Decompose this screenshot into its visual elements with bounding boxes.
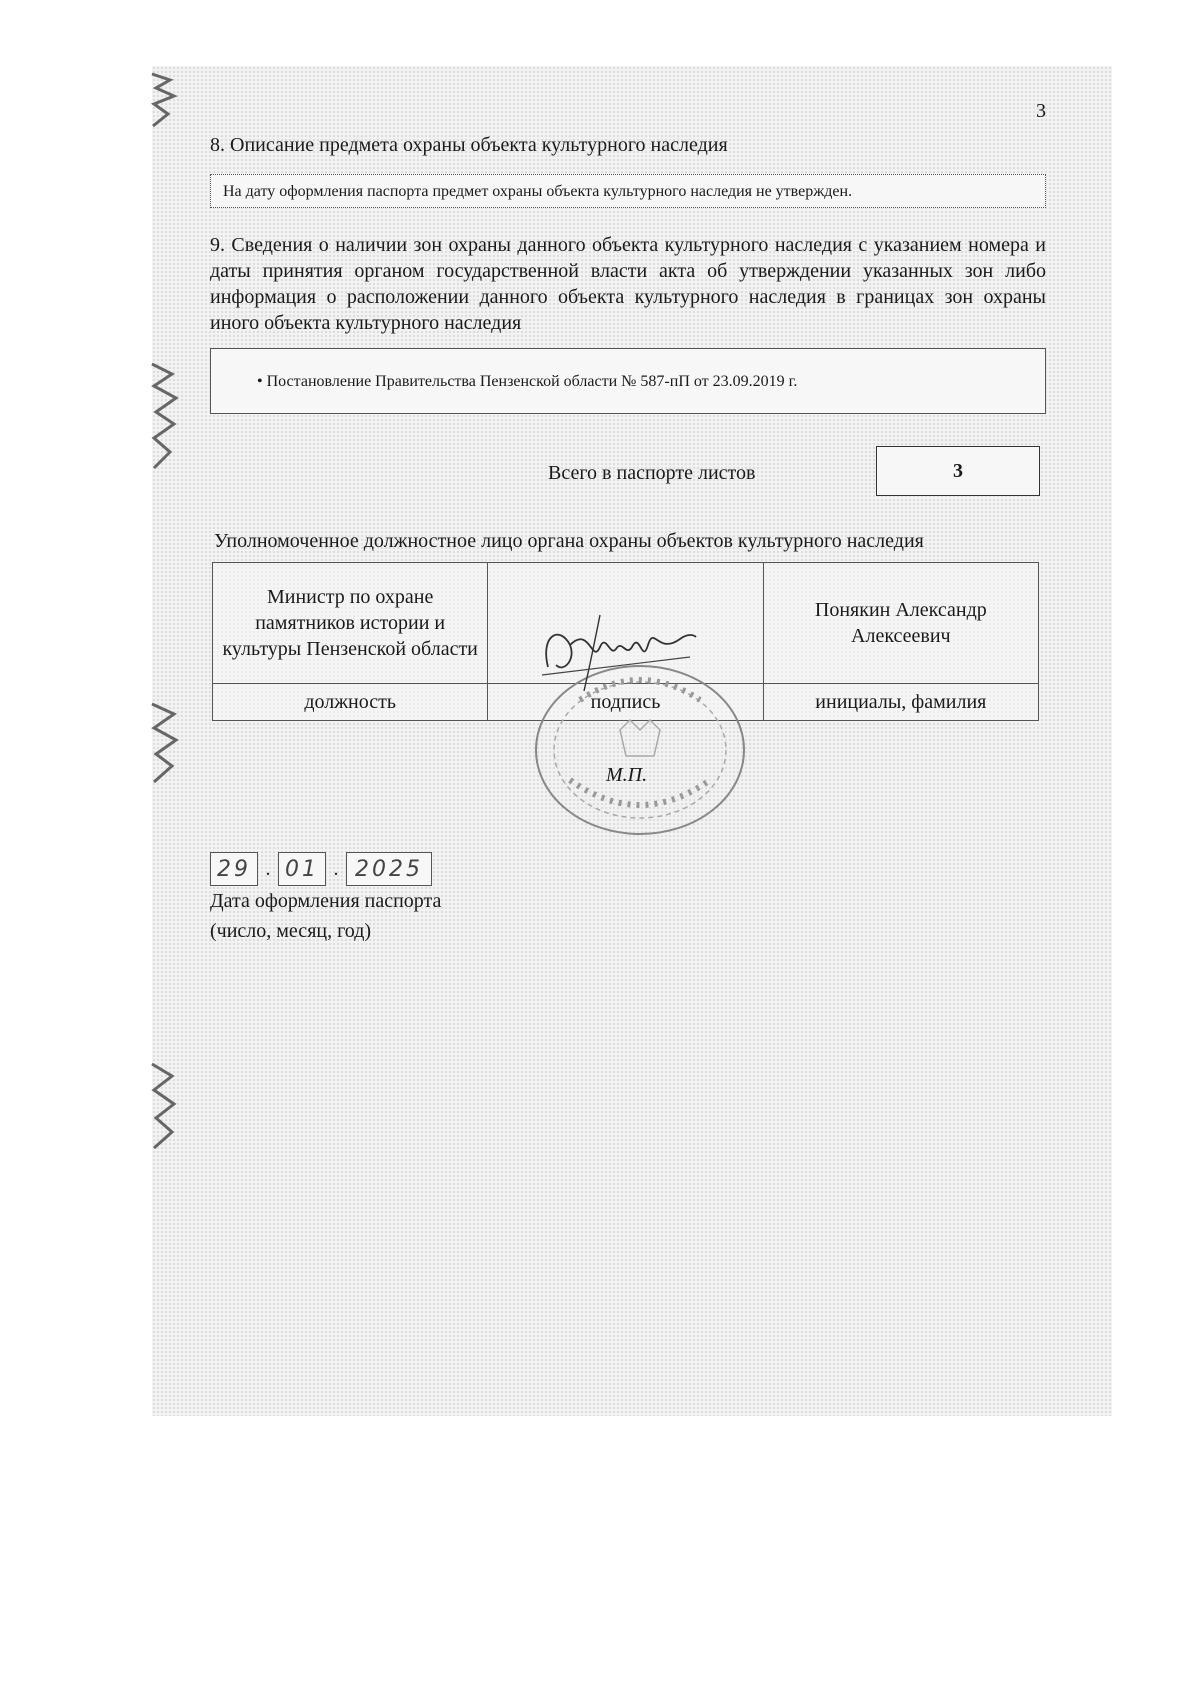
signature-caption: подпись bbox=[488, 684, 763, 721]
section-9-title: 9. Сведения о наличии зон охраны данного объекта культурного наследия с указанием номера и даты принятия органом государственной власти акта об утверждении указанных зон либо информация о расположении данного объекта культурного наследия в границах зон охраны иного объекта культурного наследия bbox=[210, 234, 1046, 334]
date-separator: . bbox=[265, 857, 271, 880]
position-caption: должность bbox=[213, 684, 488, 721]
seal-label: М.П. bbox=[606, 764, 648, 786]
section-8-title: 8. Описание предмета охраны объекта культурного наследия bbox=[210, 134, 728, 156]
official-position: Министр по охране памятников истории и культуры Пензенской области bbox=[213, 563, 488, 684]
scan-edge-mark bbox=[150, 700, 182, 790]
date-month: 01 bbox=[278, 852, 326, 886]
total-sheets-value: 3 bbox=[876, 446, 1040, 496]
scan-edge-mark bbox=[150, 1060, 182, 1160]
handwritten-signature bbox=[530, 595, 700, 695]
date-label: Дата оформления паспорта bbox=[210, 890, 442, 912]
page-number: 3 bbox=[1036, 100, 1046, 122]
protection-subject-note: На дату оформления паспорта предмет охраны объекта культурного наследия не утвержден. bbox=[210, 174, 1046, 208]
official-title: Уполномоченное должностное лицо органа охраны объектов культурного наследия bbox=[214, 530, 924, 552]
date-hint: (число, месяц, год) bbox=[210, 920, 372, 942]
scan-edge-mark bbox=[150, 70, 182, 130]
date-field bbox=[210, 852, 432, 886]
date-year: 2025 bbox=[346, 852, 432, 886]
name-caption: инициалы, фамилия bbox=[763, 684, 1038, 721]
date-day: 29 bbox=[210, 852, 258, 886]
scan-edge-mark bbox=[150, 360, 182, 480]
date-separator: . bbox=[333, 857, 339, 880]
official-name: Понякин Александр Алексеевич bbox=[763, 563, 1038, 684]
total-sheets-label: Всего в паспорте листов bbox=[548, 462, 756, 484]
protection-zones-item: • Постановление Правительства Пензенской области № 587-пП от 23.09.2019 г. bbox=[210, 348, 1046, 414]
